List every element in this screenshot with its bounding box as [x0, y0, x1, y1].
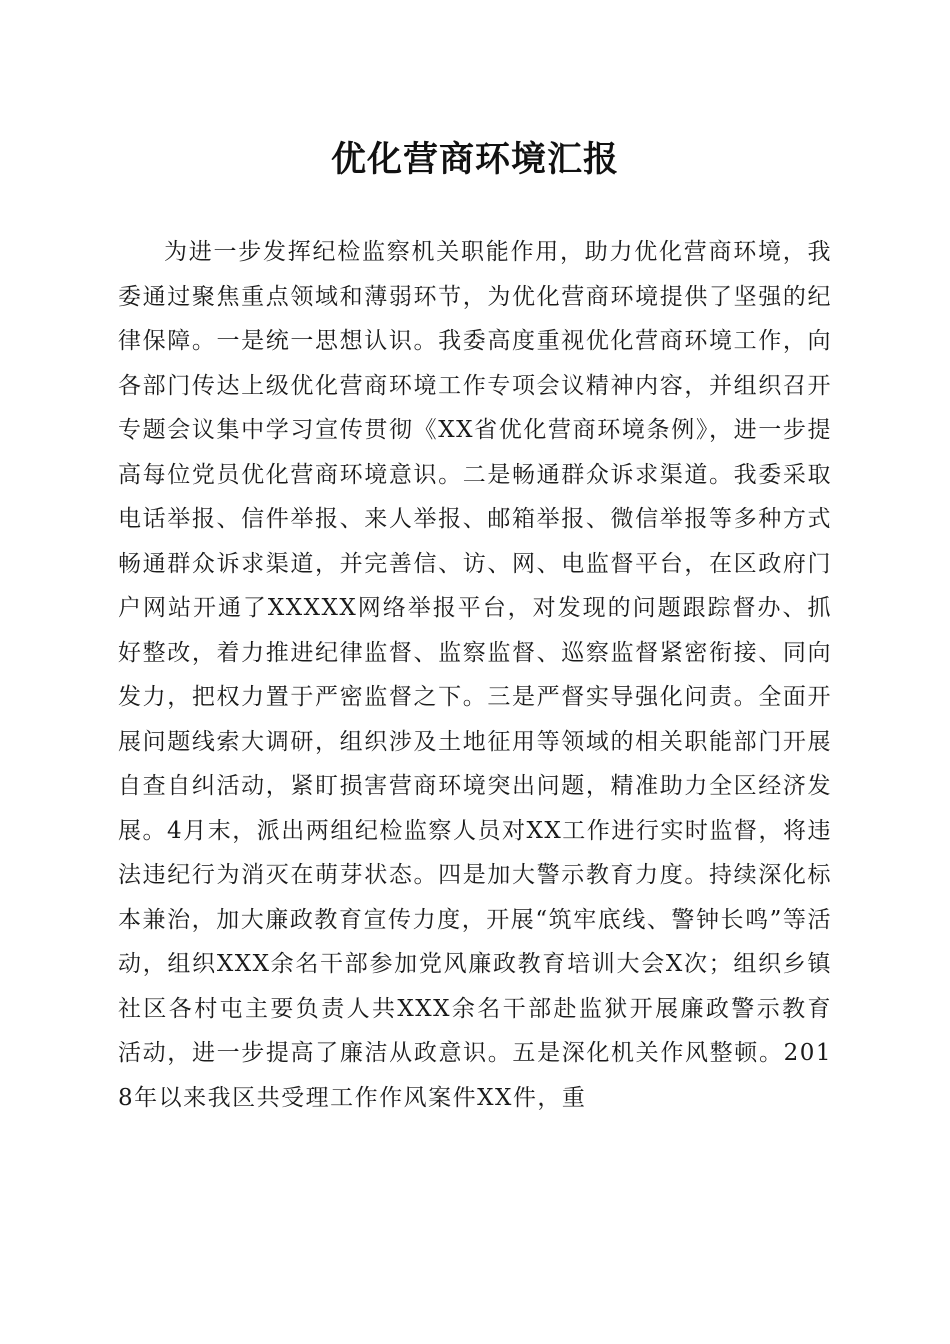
body-paragraph: 为进一步发挥纪检监察机关职能作用，助力优化营商环境，我委通过聚焦重点领域和薄弱环节，为优化营商环境提供了坚强的纪律保障。一是统一思想认识。我委高度重视优化营商环境工作，向各部门传达上级优化营商环境工作专项会议精神内容，并组织召开专题会议集中学习宣传贯彻《XX省优化营商环境条例》，进一步提高每位党员优化营商环境意识。二是畅通群众诉求渠道。我委采取电话举报、信件举报、来人举报、邮箱举报、微信举报等多种方式畅通群众诉求渠道，并完善信、访、网、电监督平台，在区政府门户网站开通了XXXXX网络举报平台，对发现的问题跟踪督办、抓好整改，着力推进纪律监督、监察监督、巡察监督紧密衔接、同向发力，把权力置于严密监督之下。三是严督实导强化问责。全面开展问题线索大调研，组织涉及土地征用等领域的相关职能部门开展自查自纠活动，紧盯损害营商环境突出问题，精准助力全区经济发展。4月末，派出两组纪检监察人员对XX工作进行实时监督，将违法违纪行为消灭在萌芽状态。四是加大警示教育力度。持续深化标本兼治，加大廉政教育宣传力度，开展“筑牢底线、警钟长鸣”等活动，组织XXX余名干部参加党风廉政教育培训大会X次；组织乡镇社区各村屯主要负责人共XXX余名干部赴监狱开展廉政警示教育活动，进一步提高了廉洁从政意识。五是深化机关作风整顿。2018年以来我区共受理工作作风案件XX件，重 [118, 239, 832, 1111]
document-title: 优化营商环境汇报 [330, 139, 619, 180]
